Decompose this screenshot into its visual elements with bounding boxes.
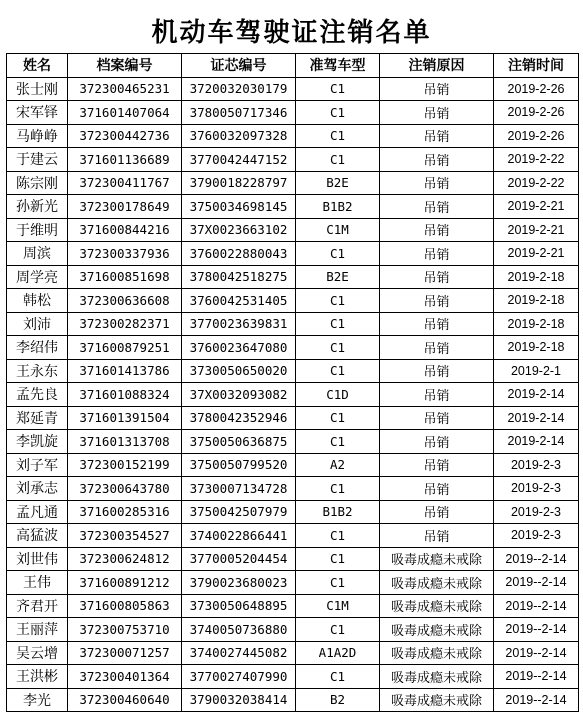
cell-file-number: 371601407064 — [68, 101, 182, 125]
table-row — [7, 430, 579, 454]
cell-license-class: A2 — [296, 453, 380, 477]
cell-date: 2019-2-14 — [494, 383, 579, 407]
cell-license-class: C1 — [296, 148, 380, 172]
cell-license-class: B2 — [296, 688, 380, 712]
cell-license-class: C1 — [296, 477, 380, 501]
cell-reason: 吸毒成瘾未戒除 — [380, 594, 494, 618]
cell-reason: 吊销 — [380, 265, 494, 289]
cell-file-number: 372300152199 — [68, 453, 182, 477]
cell-reason: 吊销 — [380, 477, 494, 501]
cell-file-number: 372300354527 — [68, 524, 182, 548]
cell-name: 马峥峥 — [7, 124, 68, 148]
cell-date: 2019-2-1 — [494, 359, 579, 383]
table-row — [7, 406, 579, 430]
table-row — [7, 171, 579, 195]
cell-name: 刘世伟 — [7, 547, 68, 571]
table-row — [7, 500, 579, 524]
cell-date: 2019--2-14 — [494, 641, 579, 665]
cell-reason: 吊销 — [380, 453, 494, 477]
cell-date: 2019--2-14 — [494, 665, 579, 689]
table-row — [7, 312, 579, 336]
cell-chip-number: 3750042507979 — [182, 500, 296, 524]
cell-chip-number: 3730050650020 — [182, 359, 296, 383]
cell-file-number: 371601313708 — [68, 430, 182, 454]
cell-license-class: A1A2D — [296, 641, 380, 665]
cell-file-number: 371600879251 — [68, 336, 182, 360]
cell-file-number: 371601088324 — [68, 383, 182, 407]
cell-date: 2019-2-18 — [494, 312, 579, 336]
cell-license-class: C1 — [296, 289, 380, 313]
cell-date: 2019-2-22 — [494, 171, 579, 195]
cell-reason: 吊销 — [380, 524, 494, 548]
cell-date: 2019--2-14 — [494, 594, 579, 618]
cell-license-class: B2E — [296, 171, 380, 195]
cell-name: 齐君开 — [7, 594, 68, 618]
cell-chip-number: 3790023680023 — [182, 571, 296, 595]
cell-license-class: C1 — [296, 430, 380, 454]
cell-license-class: C1 — [296, 77, 380, 101]
table-row — [7, 124, 579, 148]
cell-reason: 吸毒成瘾未戒除 — [380, 665, 494, 689]
table-row — [7, 453, 579, 477]
cell-file-number: 372300465231 — [68, 77, 182, 101]
table-row — [7, 195, 579, 219]
table-row — [7, 359, 579, 383]
cell-date: 2019-2-18 — [494, 336, 579, 360]
cell-license-class: B1B2 — [296, 195, 380, 219]
cancellation-table — [6, 53, 579, 712]
cell-name: 王洪彬 — [7, 665, 68, 689]
cell-reason: 吊销 — [380, 383, 494, 407]
cell-reason: 吊销 — [380, 124, 494, 148]
cell-name: 孙新光 — [7, 195, 68, 219]
cell-reason: 吊销 — [380, 289, 494, 313]
cell-reason: 吊销 — [380, 148, 494, 172]
column-header-file-number: 档案编号 — [68, 54, 182, 78]
cell-license-class: C1 — [296, 242, 380, 266]
table-row — [7, 383, 579, 407]
cell-date: 2019--2-14 — [494, 547, 579, 571]
cell-chip-number: 3790032038414 — [182, 688, 296, 712]
column-header-name: 姓名 — [7, 54, 68, 78]
cell-file-number: 371600844216 — [68, 218, 182, 242]
cell-file-number: 371601391504 — [68, 406, 182, 430]
cell-date: 2019-2-21 — [494, 195, 579, 219]
cell-file-number: 371600805863 — [68, 594, 182, 618]
cell-reason: 吊销 — [380, 101, 494, 125]
cell-chip-number: 37X0032093082 — [182, 383, 296, 407]
cell-file-number: 372300071257 — [68, 641, 182, 665]
cell-name: 刘承志 — [7, 477, 68, 501]
cell-reason: 吸毒成瘾未戒除 — [380, 547, 494, 571]
cell-name: 刘子军 — [7, 453, 68, 477]
cell-name: 宋军铎 — [7, 101, 68, 125]
cell-license-class: C1 — [296, 359, 380, 383]
cell-date: 2019-2-22 — [494, 148, 579, 172]
cell-name: 张士刚 — [7, 77, 68, 101]
cell-file-number: 372300643780 — [68, 477, 182, 501]
column-header-license-class: 准驾车型 — [296, 54, 380, 78]
cell-license-class: C1 — [296, 618, 380, 642]
table-row — [7, 101, 579, 125]
cell-license-class: C1M — [296, 218, 380, 242]
table-body — [7, 77, 579, 712]
cell-name: 李光 — [7, 688, 68, 712]
cell-name: 郑延青 — [7, 406, 68, 430]
cell-file-number: 372300337936 — [68, 242, 182, 266]
cell-date: 2019-2-26 — [494, 77, 579, 101]
cell-file-number: 371601136689 — [68, 148, 182, 172]
cell-date: 2019--2-14 — [494, 688, 579, 712]
cell-chip-number: 3780042352946 — [182, 406, 296, 430]
cell-reason: 吸毒成瘾未戒除 — [380, 688, 494, 712]
cell-file-number: 372300460640 — [68, 688, 182, 712]
cell-reason: 吊销 — [380, 218, 494, 242]
column-header-date: 注销时间 — [494, 54, 579, 78]
cell-reason: 吸毒成瘾未戒除 — [380, 641, 494, 665]
table-row — [7, 242, 579, 266]
cell-name: 李凯旋 — [7, 430, 68, 454]
table-row — [7, 688, 579, 712]
cell-license-class: C1 — [296, 336, 380, 360]
cell-date: 2019-2-21 — [494, 242, 579, 266]
column-header-reason: 注销原因 — [380, 54, 494, 78]
cell-reason: 吸毒成瘾未戒除 — [380, 571, 494, 595]
cell-date: 2019-2-3 — [494, 453, 579, 477]
cell-reason: 吊销 — [380, 336, 494, 360]
cell-license-class: C1 — [296, 124, 380, 148]
cell-chip-number: 3770005204454 — [182, 547, 296, 571]
cell-reason: 吊销 — [380, 430, 494, 454]
table-row — [7, 618, 579, 642]
cell-file-number: 371601413786 — [68, 359, 182, 383]
cell-chip-number: 3730050648895 — [182, 594, 296, 618]
cell-name: 王永东 — [7, 359, 68, 383]
cell-reason: 吊销 — [380, 500, 494, 524]
cell-chip-number: 3780050717346 — [182, 101, 296, 125]
cell-name: 高猛波 — [7, 524, 68, 548]
table-row — [7, 524, 579, 548]
cell-chip-number: 37X0023663102 — [182, 218, 296, 242]
cell-date: 2019-2-3 — [494, 524, 579, 548]
cell-date: 2019-2-14 — [494, 430, 579, 454]
cell-license-class: C1 — [296, 406, 380, 430]
cell-file-number: 372300401364 — [68, 665, 182, 689]
table-row — [7, 665, 579, 689]
cell-date: 2019--2-14 — [494, 618, 579, 642]
cell-reason: 吊销 — [380, 77, 494, 101]
cell-name: 周滨 — [7, 242, 68, 266]
cell-license-class: C1 — [296, 524, 380, 548]
cell-chip-number: 3750050799520 — [182, 453, 296, 477]
cell-license-class: C1 — [296, 312, 380, 336]
table-row — [7, 641, 579, 665]
table-row — [7, 148, 579, 172]
cell-file-number: 372300624812 — [68, 547, 182, 571]
table-row — [7, 265, 579, 289]
cell-reason: 吊销 — [380, 171, 494, 195]
cell-license-class: B2E — [296, 265, 380, 289]
cell-chip-number: 3770027407990 — [182, 665, 296, 689]
column-header-chip-number: 证芯编号 — [182, 54, 296, 78]
cell-license-class: B1B2 — [296, 500, 380, 524]
cell-chip-number: 3740050736880 — [182, 618, 296, 642]
cell-file-number: 371600891212 — [68, 571, 182, 595]
cell-reason: 吊销 — [380, 242, 494, 266]
table-row — [7, 336, 579, 360]
cell-name: 周学亮 — [7, 265, 68, 289]
cell-reason: 吊销 — [380, 359, 494, 383]
cell-chip-number: 3730007134728 — [182, 477, 296, 501]
cell-date: 2019-2-18 — [494, 265, 579, 289]
table-header-row — [7, 54, 579, 78]
cell-name: 韩松 — [7, 289, 68, 313]
cell-name: 王丽萍 — [7, 618, 68, 642]
cell-chip-number: 3760032097328 — [182, 124, 296, 148]
cell-date: 2019--2-14 — [494, 571, 579, 595]
cell-reason: 吊销 — [380, 312, 494, 336]
cell-chip-number: 3720032030179 — [182, 77, 296, 101]
page-title: 机动车驾驶证注销名单 — [151, 18, 432, 48]
cell-chip-number: 3790018228797 — [182, 171, 296, 195]
cell-reason: 吊销 — [380, 195, 494, 219]
cell-chip-number: 3760022880043 — [182, 242, 296, 266]
cell-file-number: 372300753710 — [68, 618, 182, 642]
cell-date: 2019-2-21 — [494, 218, 579, 242]
table-row — [7, 594, 579, 618]
table-row — [7, 571, 579, 595]
cell-name: 于建云 — [7, 148, 68, 172]
cell-reason: 吸毒成瘾未戒除 — [380, 618, 494, 642]
cell-name: 王伟 — [7, 571, 68, 595]
table-row — [7, 218, 579, 242]
cell-date: 2019-2-26 — [494, 124, 579, 148]
cell-name: 孟先良 — [7, 383, 68, 407]
cell-license-class: C1D — [296, 383, 380, 407]
cell-file-number: 372300442736 — [68, 124, 182, 148]
cell-reason: 吊销 — [380, 406, 494, 430]
table-row — [7, 289, 579, 313]
cell-file-number: 372300636608 — [68, 289, 182, 313]
cell-file-number: 371600851698 — [68, 265, 182, 289]
cell-license-class: C1 — [296, 571, 380, 595]
cell-file-number: 372300178649 — [68, 195, 182, 219]
cell-file-number: 372300282371 — [68, 312, 182, 336]
cell-file-number: 371600285316 — [68, 500, 182, 524]
cell-license-class: C1 — [296, 547, 380, 571]
cell-chip-number: 3750034698145 — [182, 195, 296, 219]
table-row — [7, 77, 579, 101]
cell-name: 李绍伟 — [7, 336, 68, 360]
cell-license-class: C1M — [296, 594, 380, 618]
cell-chip-number: 3760042531405 — [182, 289, 296, 313]
cell-chip-number: 3740022866441 — [182, 524, 296, 548]
cell-date: 2019-2-26 — [494, 101, 579, 125]
cell-license-class: C1 — [296, 101, 380, 125]
cell-chip-number: 3750050636875 — [182, 430, 296, 454]
table-row — [7, 547, 579, 571]
cell-date: 2019-2-3 — [494, 500, 579, 524]
cell-file-number: 372300411767 — [68, 171, 182, 195]
table-row — [7, 477, 579, 501]
cell-license-class: C1 — [296, 665, 380, 689]
cell-date: 2019-2-14 — [494, 406, 579, 430]
cell-chip-number: 3740027445082 — [182, 641, 296, 665]
cell-chip-number: 3760023647080 — [182, 336, 296, 360]
cell-name: 孟凡通 — [7, 500, 68, 524]
cell-name: 吴云增 — [7, 641, 68, 665]
cell-name: 于维明 — [7, 218, 68, 242]
cell-chip-number: 3770023639831 — [182, 312, 296, 336]
cell-chip-number: 3770042447152 — [182, 148, 296, 172]
cell-date: 2019-2-18 — [494, 289, 579, 313]
cell-name: 刘沛 — [7, 312, 68, 336]
cell-name: 陈宗刚 — [7, 171, 68, 195]
cell-date: 2019-2-3 — [494, 477, 579, 501]
cell-chip-number: 3780042518275 — [182, 265, 296, 289]
